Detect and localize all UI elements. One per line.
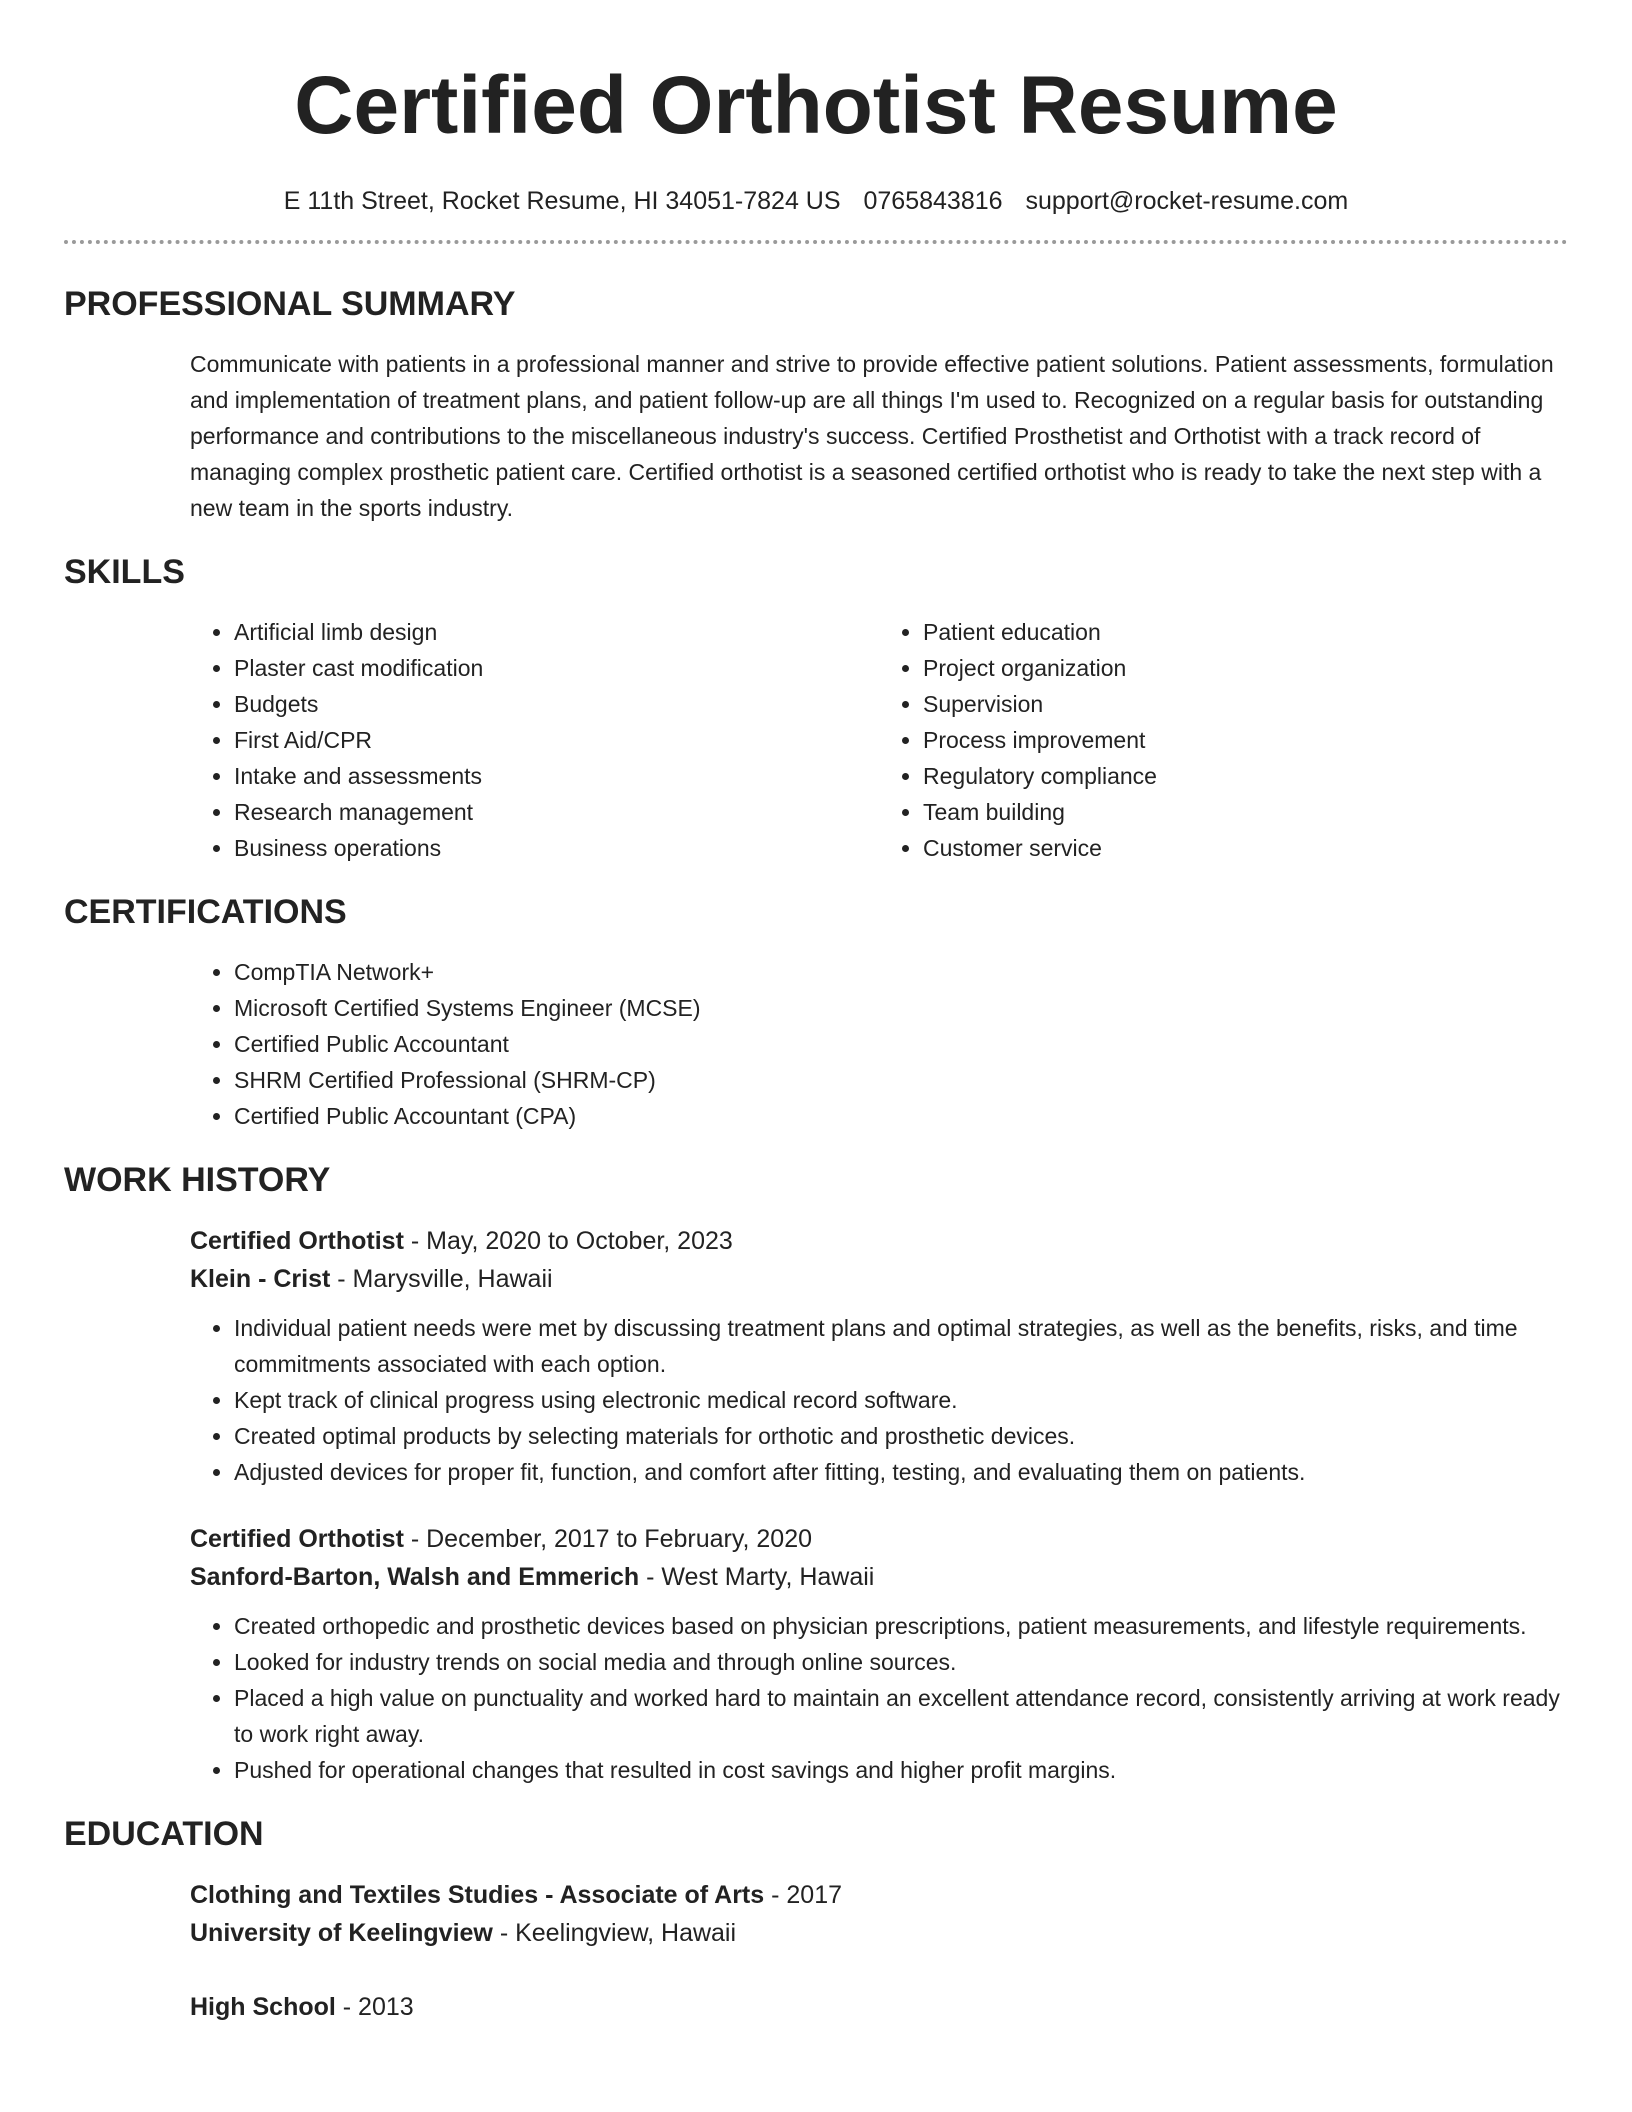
job-bullet: • Created optimal products by selecting materials for orthotic and prosthetic devices. — [234, 1418, 1568, 1454]
resume-title: Certified Orthotist Resume — [294, 60, 1338, 151]
summary-text: Communicate with patients in a professional manner and strive to provide effective patient solutions. Patient assessments, formulation and implementation of treatment plans, and patient follow-up are all things I'm used to. Recognized on a regular basis for outstanding performance and contributions to the miscellaneous industry's success. Certified Prosthetist and Orthotist with a track record of managing complex prosthetic patient care. Certified orthotist is a seasoned certified orthotist who is ready to take the next step with a new team in the sports industry. — [190, 351, 1554, 521]
certification-item: • Microsoft Certified Systems Engineer (MCSE) — [234, 990, 1568, 1026]
job-bullet: • Kept track of clinical progress using electronic medical record software. — [234, 1382, 1568, 1418]
skill-item: • Project organization — [923, 650, 1568, 686]
skill-item: • First Aid/CPR — [234, 722, 879, 758]
job-bullet: • Created orthopedic and prosthetic devices based on physician prescriptions, patient measurements, and lifestyle requirements. — [234, 1608, 1568, 1644]
contact-line — [64, 184, 1568, 218]
education-school-line — [190, 1914, 1568, 1952]
skill-item: • Supervision — [923, 686, 1568, 722]
education-school: University of Keelingview — [190, 1919, 493, 1947]
education-location: - Keelingview, Hawaii — [492, 1919, 737, 1947]
certifications-list — [190, 954, 1568, 1134]
certification-item: • SHRM Certified Professional (SHRM-CP) — [234, 1062, 1568, 1098]
job-company-line — [190, 1558, 1568, 1596]
job-company-line — [190, 1260, 1568, 1298]
education-heading: EDUCATION — [64, 1815, 264, 1853]
education-year: - 2017 — [764, 1881, 843, 1909]
education-body — [190, 1876, 1568, 2026]
job-bullet: • Adjusted devices for proper fit, function, and comfort after fitting, testing, and evaluating them on patients. — [234, 1454, 1568, 1490]
header-divider — [64, 240, 1568, 244]
contact-email: support@rocket-resume.com — [1025, 187, 1349, 215]
skills-heading: SKILLS — [64, 553, 185, 591]
job-title: Certified Orthotist — [190, 1227, 404, 1255]
job-title: Certified Orthotist — [190, 1525, 404, 1553]
skills-section — [64, 552, 1568, 866]
work-section — [64, 1160, 1568, 1788]
skill-item: • Intake and assessments — [234, 758, 879, 794]
job-bullet: • Placed a high value on punctuality and worked hard to maintain an excellent attendance record, consistently arriving at work ready to work right away. — [234, 1680, 1568, 1752]
certifications-section — [64, 892, 1568, 1134]
job-location: - Marysville, Hawaii — [330, 1265, 553, 1293]
skill-item: • Business operations — [234, 830, 879, 866]
education-degree-line — [190, 1988, 1568, 2026]
work-heading: WORK HISTORY — [64, 1161, 331, 1199]
skill-item: • Team building — [923, 794, 1568, 830]
work-body — [190, 1222, 1568, 1788]
job-bullet: • Individual patient needs were met by discussing treatment plans and optimal strategies, as well as the benefits, risks, and time commitments associated with each option. — [234, 1310, 1568, 1382]
contact-phone: 0765843816 — [863, 187, 1003, 215]
contact-address: E 11th Street, Rocket Resume, HI 34051-7824 US — [283, 187, 841, 215]
skills-list-right — [879, 614, 1568, 866]
education-section — [64, 1814, 1568, 2026]
skill-item: • Plaster cast modification — [234, 650, 879, 686]
skill-item: • Budgets — [234, 686, 879, 722]
summary-heading: PROFESSIONAL SUMMARY — [64, 285, 516, 323]
summary-section — [64, 284, 1568, 526]
education-degree: Clothing and Textiles Studies - Associate of Arts — [190, 1881, 765, 1909]
certifications-body — [190, 954, 1568, 1134]
job-entry — [190, 1222, 1568, 1490]
summary-body — [190, 346, 1568, 526]
job-company: Klein - Crist — [190, 1265, 331, 1293]
education-year: - 2013 — [335, 1993, 414, 2021]
certification-item: • CompTIA Network+ — [234, 954, 1568, 990]
job-location: - West Marty, Hawaii — [639, 1563, 875, 1591]
education-degree-line — [190, 1876, 1568, 1914]
skills-grid — [190, 614, 1568, 866]
skill-item: • Artificial limb design — [234, 614, 879, 650]
skill-item: • Customer service — [923, 830, 1568, 866]
education-entry — [190, 1876, 1568, 1952]
job-dates: - May, 2020 to October, 2023 — [403, 1227, 733, 1255]
job-company: Sanford-Barton, Walsh and Emmerich — [190, 1563, 640, 1591]
job-entry — [190, 1520, 1568, 1788]
skill-item: • Process improvement — [923, 722, 1568, 758]
skill-item: • Research management — [234, 794, 879, 830]
skill-item: • Regulatory compliance — [923, 758, 1568, 794]
resume-page — [64, 0, 1568, 2062]
job-dates: - December, 2017 to February, 2020 — [403, 1525, 812, 1553]
job-title-line — [190, 1222, 1568, 1260]
certification-item: • Certified Public Accountant (CPA) — [234, 1098, 1568, 1134]
education-entry — [190, 1988, 1568, 2026]
job-title-line — [190, 1520, 1568, 1558]
job-bullets — [190, 1608, 1568, 1788]
job-bullets — [190, 1310, 1568, 1490]
certification-item: • Certified Public Accountant — [234, 1026, 1568, 1062]
skills-list-left — [190, 614, 879, 866]
skill-item: • Patient education — [923, 614, 1568, 650]
certifications-heading: CERTIFICATIONS — [64, 893, 347, 931]
job-bullet: • Looked for industry trends on social media and through online sources. — [234, 1644, 1568, 1680]
education-degree: High School — [190, 1993, 336, 2021]
job-bullet: • Pushed for operational changes that resulted in cost savings and higher profit margins. — [234, 1752, 1568, 1788]
